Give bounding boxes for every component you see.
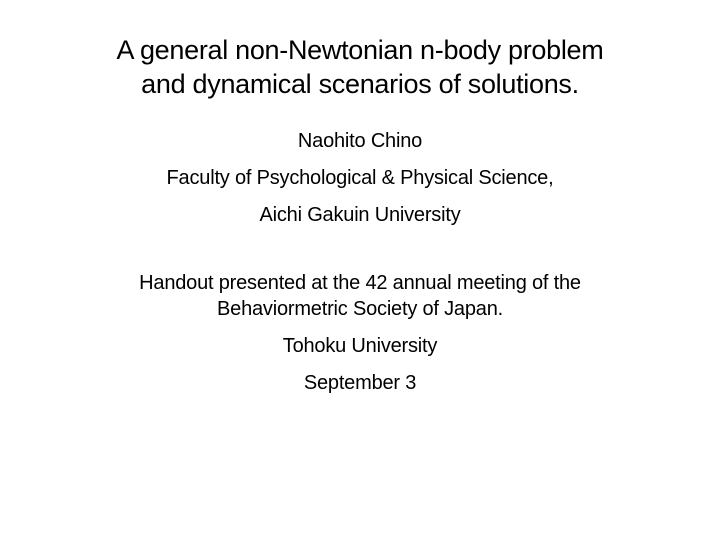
slide-title-line-1: A general non-Newtonian n-body problem [116, 35, 604, 65]
handout-note-line-1: Handout presented at the 42 annual meeting of the [139, 272, 581, 294]
affiliation-university: Aichi Gakuin University [259, 204, 461, 226]
slide-body [20, 128, 700, 396]
affiliation-faculty: Faculty of Psychological & Physical Science, [166, 167, 554, 189]
handout-note-line-2: Behaviormetric Society of Japan. [217, 298, 503, 320]
venue: Tohoku University [282, 335, 438, 357]
presentation-date: September 3 [303, 372, 417, 394]
author-name: Naohito Chino [297, 130, 423, 152]
handout-note [20, 270, 700, 322]
slide-title-line-2: and dynamical scenarios of solutions. [141, 69, 579, 99]
slide-title [40, 33, 680, 101]
